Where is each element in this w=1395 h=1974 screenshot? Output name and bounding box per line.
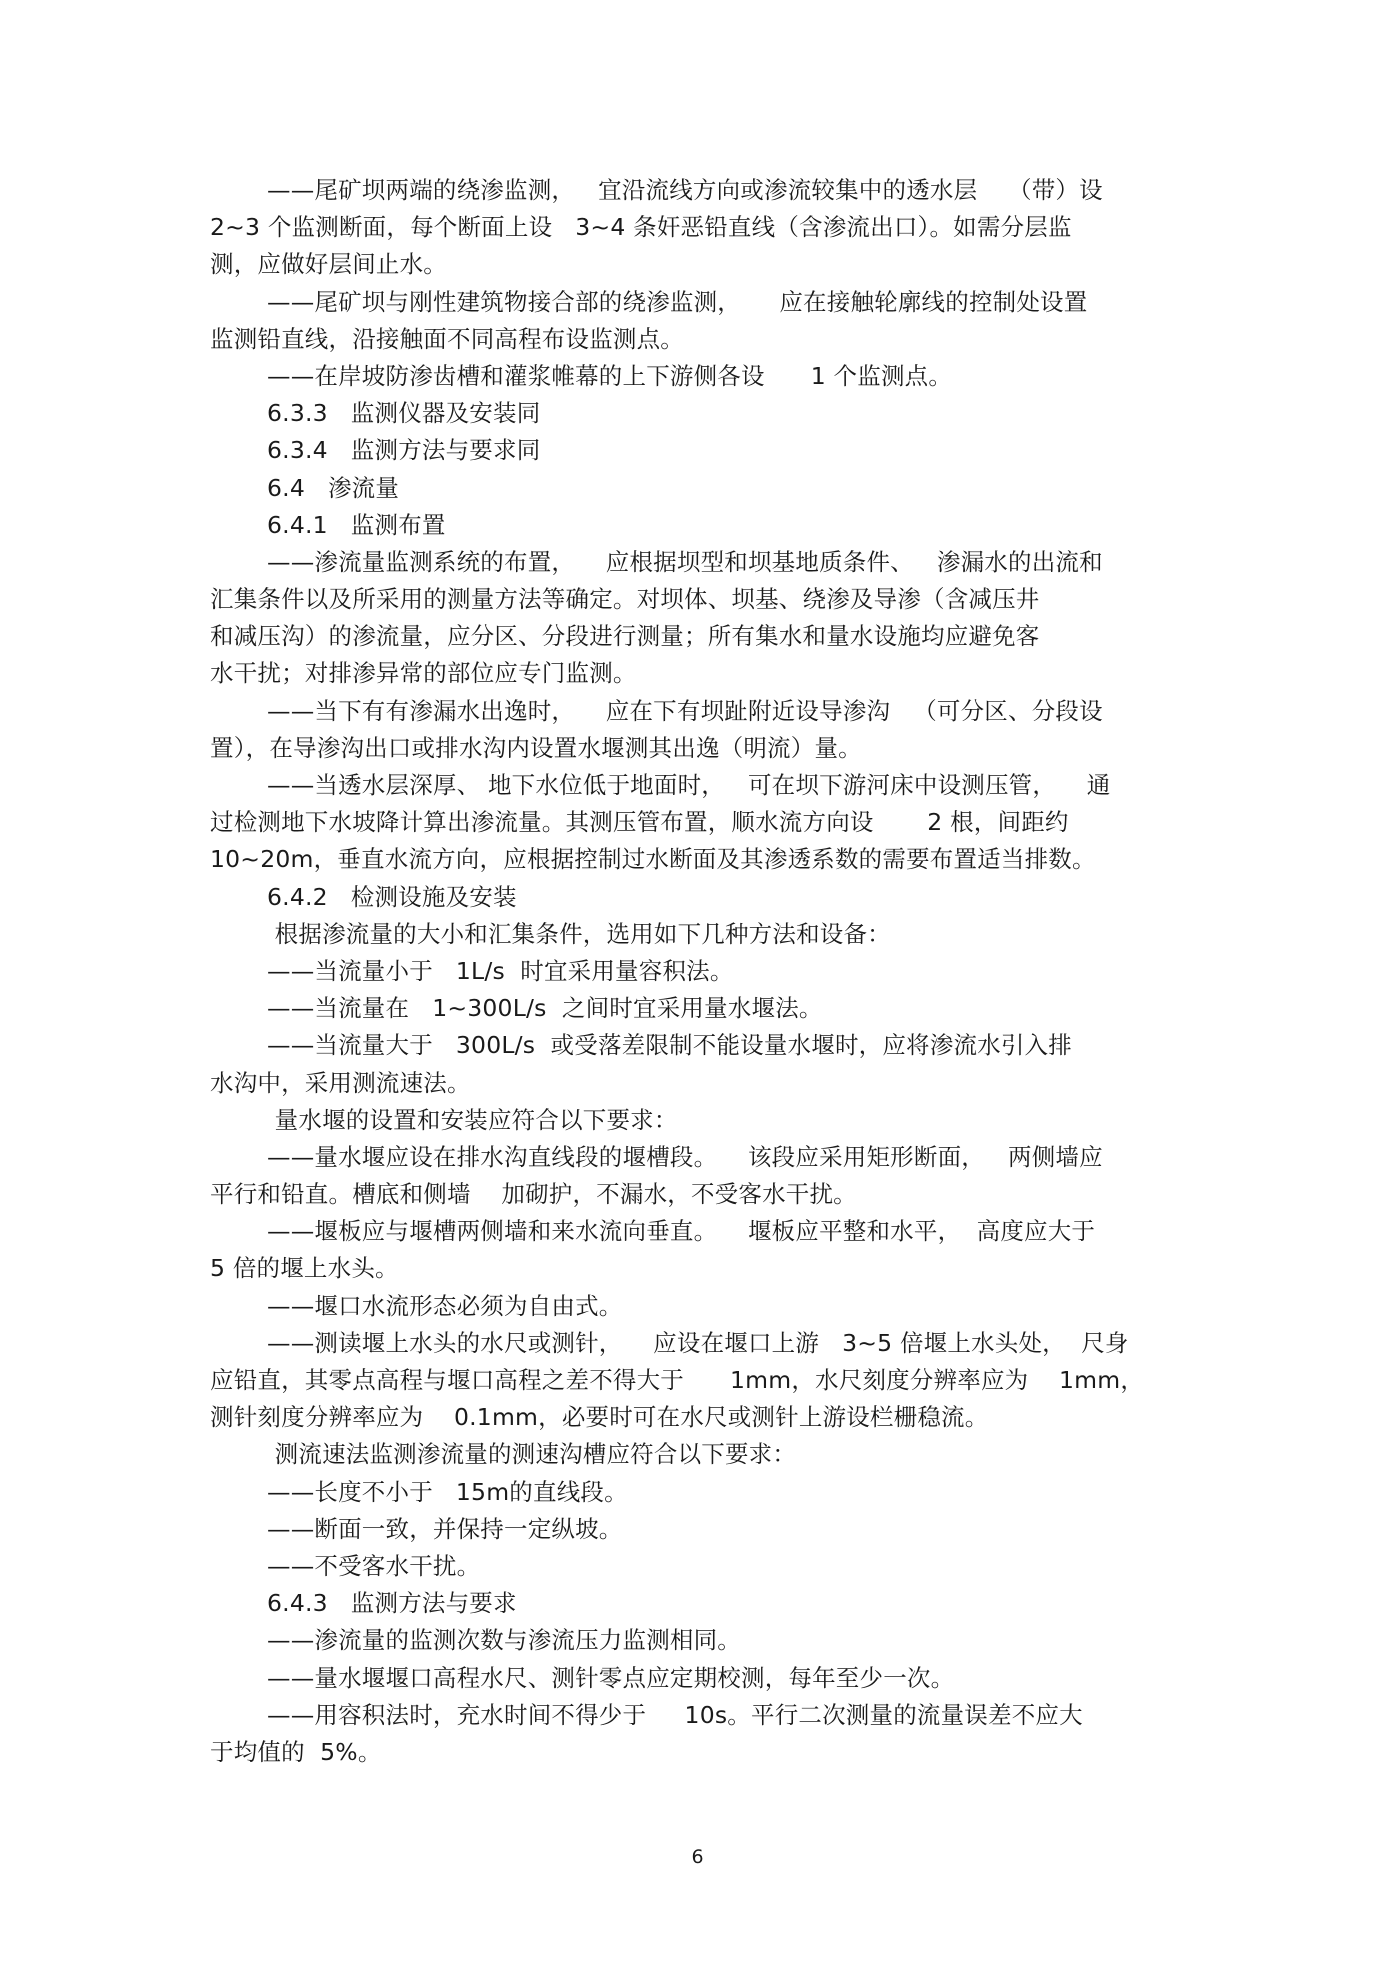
text-line: 5 倍的堰上水头。 <box>210 1254 399 1283</box>
text-line: 6.4 渗流量 <box>267 473 400 502</box>
text-line: 置），在导渗沟出口或排水沟内设置水堰测其出逸（明流）量。 <box>210 733 862 762</box>
text-line: ——长度不小于 15m的直线段。 <box>267 1477 628 1506</box>
text-line: ——量水堰堰口高程水尺、测针零点应定期校测，每年至少一次。 <box>267 1663 955 1692</box>
text-line: 6.4.3 监测方法与要求 <box>267 1589 517 1618</box>
text-line: ——量水堰应设在排水沟直线段的堰槽段。 该段应采用矩形断面， 两侧墙应 <box>267 1142 1103 1171</box>
text-line: 监测铅直线，沿接触面不同高程布设监测点。 <box>210 324 684 353</box>
text-line: 6.4.2 检测设施及安装 <box>267 882 517 911</box>
text-line: ——堰口水流形态必须为自由式。 <box>267 1291 623 1320</box>
text-line: 6.3.4 监测方法与要求同 <box>267 436 541 465</box>
text-line: 2~3 个监测断面，每个断面上设 3~4 条奸恶铅直线（含渗流出口）。如需分层监 <box>210 213 1072 242</box>
text-line: 量水堰的设置和安装应符合以下要求： <box>267 1105 678 1134</box>
text-line: 于均值的 5%。 <box>210 1737 382 1766</box>
text-line: ——当流量在 1~300L/s 之间时宜采用量水堰法。 <box>267 994 823 1023</box>
text-line: ——尾矿坝两端的绕渗监测， 宜沿流线方向或渗流较集中的透水层 （带）设 <box>267 176 1103 204</box>
text-line: 和减压沟）的渗流量，应分区、分段进行测量；所有集水和量水设施均应避免客 <box>210 622 1040 651</box>
text-line: 根据渗流量的大小和汇集条件，选用如下几种方法和设备： <box>267 919 891 948</box>
text-line: ——在岸坡防渗齿槽和灌浆帷幕的上下游侧各设 1 个监测点。 <box>267 361 953 390</box>
text-line: 6.3.3 监测仪器及安装同 <box>267 399 541 428</box>
text-line: ——不受客水干扰。 <box>267 1551 481 1580</box>
text-line: 应铅直，其零点高程与堰口高程之差不得大于 1mm，水尺刻度分辨率应为 1mm， <box>210 1366 1145 1394</box>
text-line: ——尾矿坝与刚性建筑物接合部的绕渗监测， 应在接触轮廓线的控制处设置 <box>267 287 1088 316</box>
text-line: ——渗流量的监测次数与渗流压力监测相同。 <box>267 1626 741 1655</box>
text-line: 水干扰；对排渗异常的部位应专门监测。 <box>210 659 637 688</box>
text-line: 6.4.1 监测布置 <box>267 510 446 539</box>
text-line: ——当透水层深厚、 地下水位低于地面时， 可在坝下游河床中设测压管， 通 <box>267 771 1111 799</box>
text-line: 水沟中，采用测流速法。 <box>210 1068 471 1097</box>
text-line: ——当下有有渗漏水出逸时， 应在下有坝趾附近设导渗沟 （可分区、分段设 <box>267 696 1103 725</box>
text-line: 10~20m，垂直水流方向，应根据控制过水断面及其渗透系数的需要布置适当排数。 <box>210 845 1096 874</box>
text-line: ——当流量大于 300L/s 或受落差限制不能设量水堰时，应将渗流水引入排 <box>267 1031 1072 1060</box>
text-line: 汇集条件以及所采用的测量方法等确定。对坝体、坝基、绕渗及导渗（含减压井 <box>210 585 1040 614</box>
text-line: 过检测地下水坡降计算出渗流量。其测压管布置，顺水流方向设 2 根，间距约 <box>210 808 1069 837</box>
text-line: ——用容积法时，充水时间不得少于 10s。平行二次测量的流量误差不应大 <box>267 1700 1083 1729</box>
text-line: ——当流量小于 1L/s 时宜采用量容积法。 <box>267 956 734 985</box>
text-line: 测针刻度分辨率应为 0.1mm，必要时可在水尺或测针上游设栏栅稳流。 <box>210 1403 989 1432</box>
page-number: 6 <box>691 1846 704 1868</box>
text-line: ——渗流量监测系统的布置， 应根据坝型和坝基地质条件、 渗漏水的出流和 <box>267 547 1103 576</box>
text-line: ——断面一致，并保持一定纵坡。 <box>267 1514 623 1543</box>
document-body <box>210 172 1190 1771</box>
text-line: 测，应做好层间止水。 <box>210 250 447 279</box>
text-line: ——测读堰上水头的水尺或测针， 应设在堰口上游 3~5 倍堰上水头处， 尺身 <box>267 1328 1129 1357</box>
text-line: ——堰板应与堰槽两侧墙和来水流向垂直。 堰板应平整和水平， 高度应大于 <box>267 1217 1096 1246</box>
text-line: 平行和铅直。槽底和侧墙 加砌护，不漏水，不受客水干扰。 <box>210 1180 857 1209</box>
text-line: 测流速法监测渗流量的测速沟槽应符合以下要求： <box>267 1440 797 1469</box>
